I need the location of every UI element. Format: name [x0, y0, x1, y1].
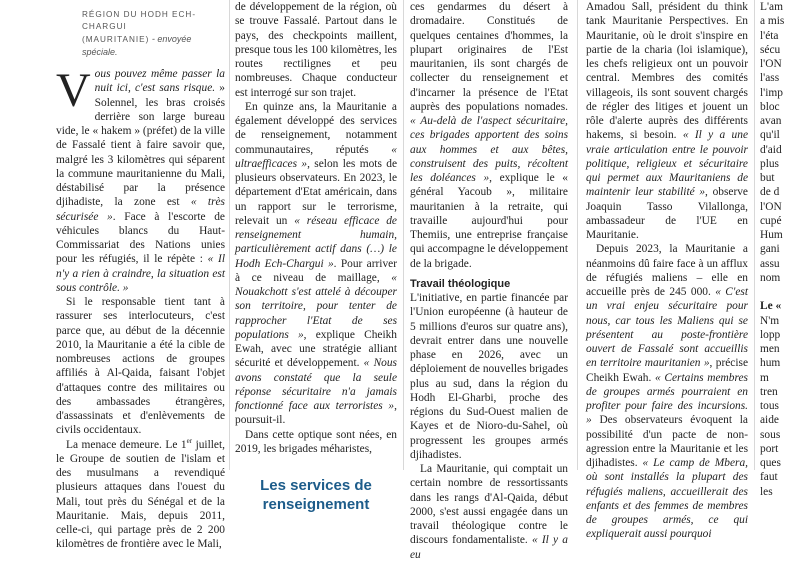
paragraph-text: juillet, le Groupe de soutien de l'islam et des musulmans a revendiqué plusieurs attaques dans l'ouest du Mali, tout près du Sénégal et de la Mauritanie. Mais, depuis 2011, celle-ci, qui partage près de 2 200 kilomètres de frontière avec le Mali, — [56, 438, 225, 551]
paragraph-text: , explique le « général Yacoub », militaire mauritanien à la retraite, qui travaille aujourd'hui pour Themiis, une entreprise française qui accompagne le développement de la brigade. — [410, 172, 568, 270]
paragraph-text: En quinze ans, la Mauritanie a également développé des services de renseignement, notamment communautaires, réputés — [235, 100, 397, 156]
quote: « ultraefficaces » — [235, 143, 397, 170]
paragraph — [586, 0, 748, 242]
paragraph — [56, 438, 225, 552]
cropped-line: les — [760, 485, 773, 498]
cropped-line: de d — [760, 186, 780, 199]
cropped-line: ques — [760, 457, 781, 469]
cropped-line: N'm — [760, 314, 780, 327]
lead-quote: ous pouvez même passer la nuit ici, c'est sans risque. — [94, 68, 225, 95]
quote: « C'est un vrai enjeu sécuritaire pour nous, car tous les Maliens qui se présentent au poste-frontière ouvert de Fassalé sont accueillis en territoire mauritanien » — [586, 286, 748, 370]
cropped-lines — [760, 0, 790, 499]
cropped-line: tous — [760, 400, 779, 412]
cropped-line: plus — [760, 157, 779, 170]
cropped-line: assu — [760, 257, 780, 270]
cropped-line: l'ass — [760, 72, 780, 85]
paragraph-text: , observe Joaquin Tasso Vilallonga, ambassadeur de l'UE en Mauritanie. — [586, 186, 748, 241]
paragraph-text: Des observateurs évoquent la possibilité d'un pacte de non-agression entre la Mauritanie et les djihadistes. — [586, 414, 748, 469]
paragraph — [586, 242, 748, 541]
cropped-line: bloc — [760, 100, 780, 113]
paragraph-text: , poursuit-il. — [235, 400, 397, 427]
cropped-line: aide — [760, 414, 779, 427]
cropped-line: Hum — [760, 229, 783, 241]
quote: « Il y a eu — [410, 534, 569, 561]
quote: « réseau efficace de renseignement humain, particulièrement actif dans (…) le Hodh Ech-Chargui » — [235, 214, 397, 270]
cropped-line: a mis — [760, 15, 785, 28]
column-rule — [577, 0, 578, 470]
cropped-line: but — [760, 172, 775, 184]
article-column-2 — [235, 0, 398, 513]
dateline — [56, 9, 225, 59]
cropped-line: faut — [760, 471, 778, 484]
quote: « Il y a une vraie articulation entre le pouvoir politique, religieux et sécuritaire qui permet aux Mauritaniens de maintenir leur stabilité » — [586, 129, 748, 199]
paragraph-text: Depuis 2023, la Mauritanie a néanmoins dû faire face à un afflux de réfugiés maliens – elle en accueille près de 245 000. — [586, 243, 748, 298]
lead-quote-2: « très sécurisée » — [56, 196, 225, 223]
lead-text-2: . Face à l'escorte de véhicules blancs du Haut-Commissariat des Nations unies pour les réfugiés, il le répète : — [56, 210, 225, 266]
paragraph — [235, 100, 397, 428]
cropped-line — [760, 285, 790, 299]
cropped-line: avan — [760, 115, 782, 127]
quote: « Nous avons constaté que la seule réponse sécuritaire n'a jamais fonctionné face aux terroristes » — [235, 357, 397, 412]
cropped-line: gani — [760, 243, 780, 256]
column-rule — [754, 0, 755, 470]
paragraph-text: La menace demeure. Le 1 — [66, 438, 187, 451]
drop-cap: V — [56, 64, 91, 117]
superscript: er — [186, 436, 193, 445]
cropped-line: d'aid — [760, 143, 782, 156]
cropped-line: l'éta — [760, 29, 779, 42]
paragraph: Dans cette optique sont nées, en 2019, les brigades méharistes, — [235, 428, 397, 455]
cropped-line: qu'il — [760, 129, 780, 142]
quote: « Nouakchott s'est attelé à découper son territoire, pour tenter de rapprocher l'Etat de ses populations » — [235, 271, 397, 341]
column-rule — [403, 0, 404, 470]
lead-paragraph — [56, 64, 225, 295]
paragraph — [410, 462, 568, 562]
column-rule — [229, 0, 230, 470]
dateline-country: (MAURITANIE) — [82, 35, 150, 44]
cropped-line: l'ON — [760, 200, 782, 213]
cropped-line: port — [760, 442, 779, 455]
cropped-line: Le « — [760, 300, 782, 313]
article-column-5-cropped — [760, 0, 790, 498]
pull-quote-heading: Les services de renseignement — [260, 477, 372, 513]
quote: « Au-delà de l'aspect sécuritaire, ces brigades apportent des soins aux hommes et aux bêtes, construisent des puits, récoltent les doléances » — [410, 115, 568, 184]
cropped-line: l'ON — [760, 58, 782, 70]
article-column-1 — [56, 0, 225, 551]
cropped-line: sous — [760, 428, 781, 441]
paragraph-text: La Mauritanie, qui comptait un certain nombre de ressortissants dans les rangs d'Al-Qaida, début 2000, s'est aussi engagée dans un travail théologique contre le discours fondamentaliste. — [410, 463, 568, 547]
paragraph-text: ces gendarmes du désert à dromadaire. Constitués de quelques centaines d'hommes, la plupart originaires de l'Est mauritanien, ils sont chargés de collecter du renseignement et d'incarner la présence de l'Etat auprès des populations nomades. — [410, 1, 568, 113]
quote: « Certains membres de groupes armés pourraient en profiter pour faire des incursions. » — [586, 371, 748, 427]
paragraph — [410, 0, 568, 271]
cropped-line: tren — [760, 385, 778, 398]
cropped-line: nom — [760, 271, 781, 284]
paragraph: L'initiative, en partie financée par l'Union européenne (à hauteur de 5 millions d'euros sur quatre ans), devrait entrer dans une nouvelle phase en 2026, avec un déploiement de nouvelles brigades plus au sud, dans la région du Hodh El-Gharbi, proche des régions du Sud-Ouest malien de Kayes et de Nioro-du-Sahel, où progressent les groupes armés djihadistes. — [410, 292, 568, 461]
lead-text: » Solennel, les bras croisés derrière son large bureau vide, le « hakem » (préfet) de la ville de Fassalé tient à faire savoir que, malgré les 3 kilomètres qui séparent la commune mauritanienne du Mali, déstabilisé par la présence djihadiste, la zone est — [56, 82, 225, 209]
quote: « Le camp de Mbera, où sont installés la plupart des réfugiés maliens, accueillerait des enfants et des femmes de membres de groupes armés, ce qui expliquerait aussi pourquoi — [586, 457, 748, 541]
cropped-line: sécu — [760, 43, 781, 56]
subheading: Travail théologique — [410, 277, 511, 290]
paragraph-text: , selon les mots de plusieurs observateurs. En 2023, le département d'Etat américain, dans un rapport sur le terrorisme, relevait un — [235, 157, 398, 227]
dateline-credit: - envoyée spéciale. — [82, 34, 192, 57]
cropped-line: l'imp — [760, 86, 783, 99]
lead-quote-3: « Il n'y a rien à craindre, la situation est sous contrôle. » — [56, 253, 225, 294]
dateline-region: RÉGION DU HODH ECH-CHARGUI — [82, 10, 197, 31]
paragraph: Si le responsable tient tant à rassurer ses interlocuteurs, c'est parce que, au début de la décennie 2010, la Mauritanie a été la cible de nombreuses actions de groupes affiliés à Al-Qaida, faisant l'objet d'attaques contre des militaires ou des ambassades étrangères, d'assassinats et d'enlèvements de civils occidentaux. — [56, 296, 225, 437]
paragraph: de développement de la région, où se trouve Fassalé. Partout dans le pays, des checkpoints maillent, presque tous les 100 kilomètres, les routes rectilignes et peu nombreuses. Chaque conducteur est interrogé sur son trajet. — [235, 1, 397, 99]
article-column-4 — [586, 0, 749, 541]
article-column-3 — [410, 0, 569, 561]
cropped-line: hum — [760, 357, 781, 370]
paragraph-text: Amadou Sall, président du think tank Mauritanie Perspectives. En Mauritanie, où le droit s'inspire en partie de la charia (loi islamique), les chefs religieux ont un pouvoir central. Membres des comités villageois, ils sont souvent chargés de régler des litiges et jouent un rôle d'alerte auprès des différents hakems, si besoin. — [586, 1, 748, 142]
cropped-line: lopp — [760, 328, 781, 341]
cropped-line: L'am — [760, 1, 783, 13]
cropped-line: men — [760, 343, 780, 355]
paragraph-text: , précise Cheikh Ewah. — [586, 357, 749, 384]
paragraph-text: . Pour arriver à ce niveau de maillage, — [235, 257, 397, 284]
cropped-line: m — [760, 371, 769, 384]
paragraph-text: , explique Cheikh Ewah, avec une stratégie alliant sécurité et développement. — [235, 328, 397, 370]
cropped-line: cupé — [760, 214, 782, 227]
